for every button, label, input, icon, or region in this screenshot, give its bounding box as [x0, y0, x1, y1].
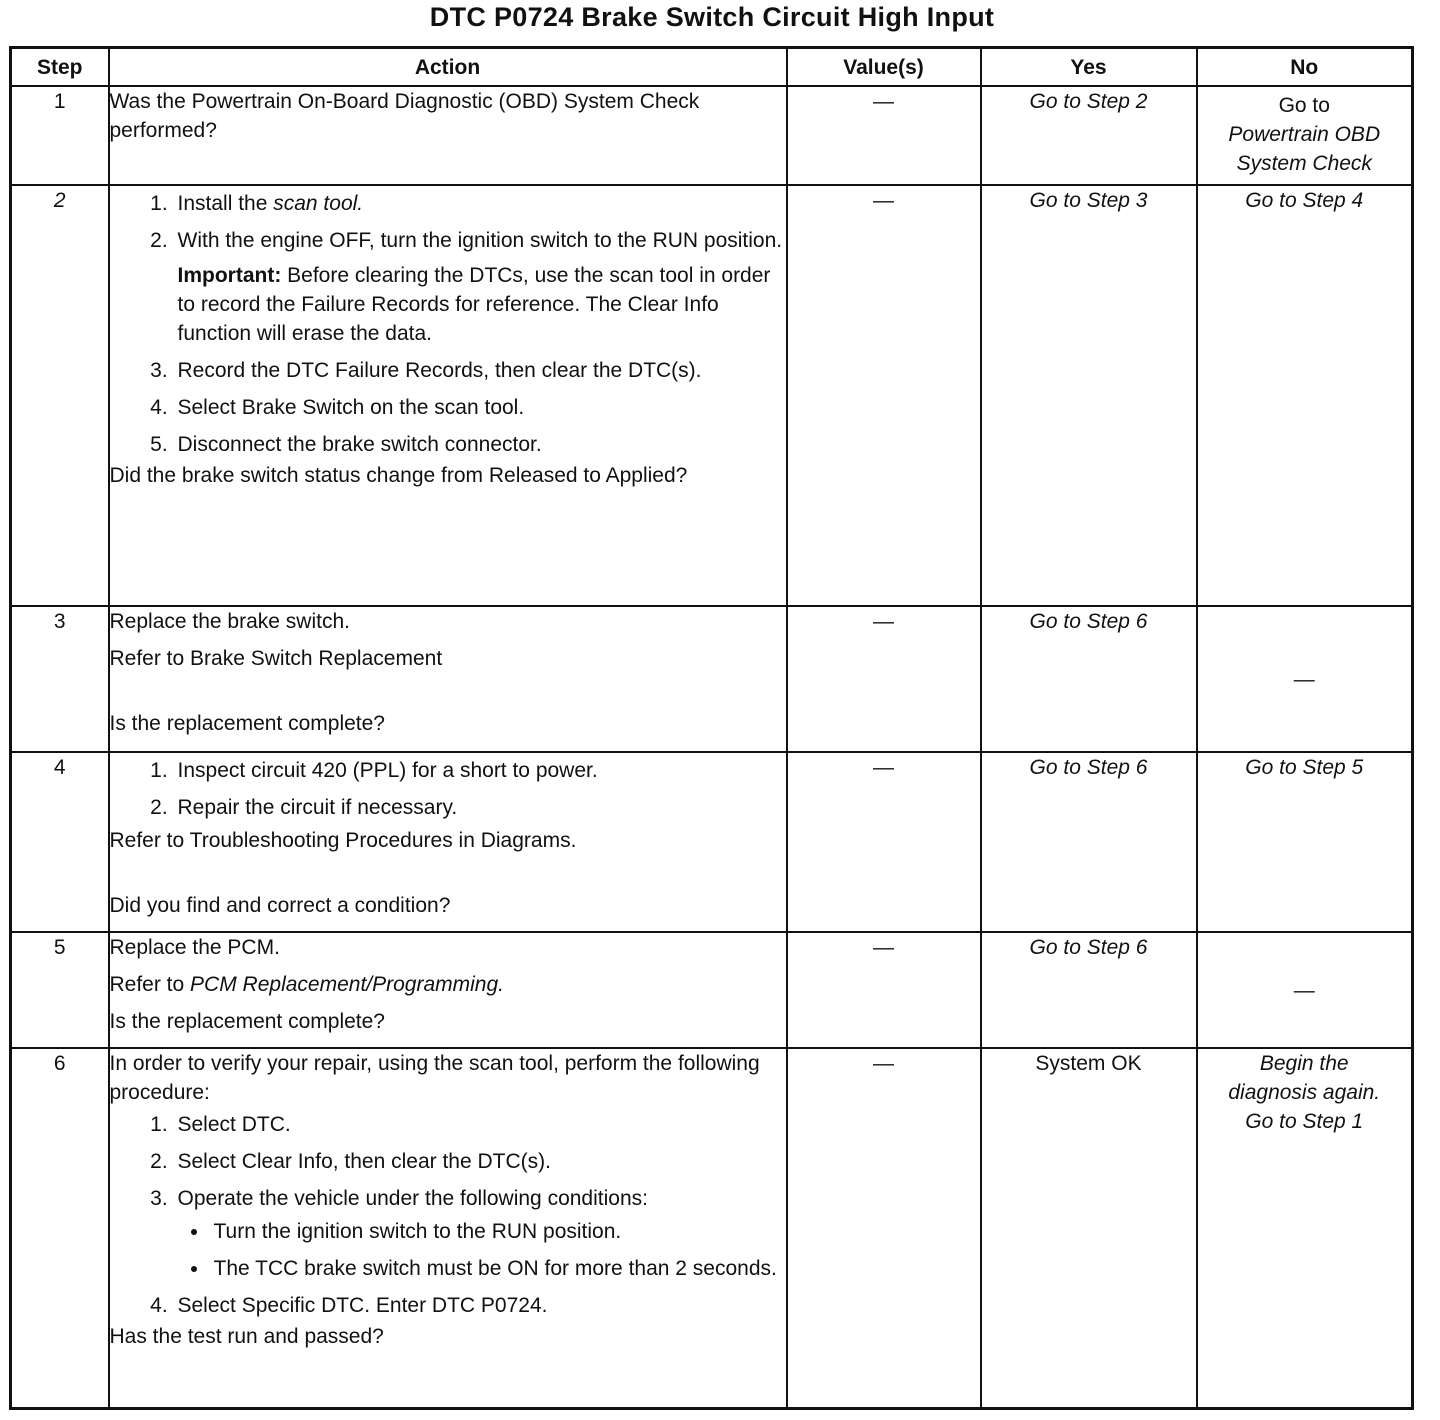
action-question: Is the replacement complete? — [109, 1010, 385, 1033]
table-row — [11, 1048, 1413, 1408]
yes-cell: Go to Step 2 — [981, 86, 1197, 185]
table-row — [11, 752, 1413, 932]
action-question: Is the replacement complete? — [109, 712, 385, 735]
list-item: 4. Select Specific DTC. Enter DTC P0724. — [174, 1291, 786, 1320]
action-text: In order to verify your repair, using the scan tool, perform the following procedure: — [109, 1052, 760, 1104]
value-cell: — — [787, 752, 981, 932]
value-cell: — — [787, 606, 981, 752]
list-item: 2. With the engine OFF, turn the ignition switch to the RUN position. Important: Before clearing the DTCs, use the scan tool in order to record the Failure Records for reference. The Clear Info function will erase the data. — [174, 226, 786, 348]
action-question: Has the test run and passed? — [109, 1325, 384, 1348]
list-item: 1. Install the scan tool. — [174, 189, 786, 218]
no-line: Go to — [1278, 94, 1330, 117]
no-cell — [1197, 86, 1413, 185]
action-steps — [110, 1110, 786, 1320]
action-question: Did the brake switch status change from Released to Applied? — [109, 464, 688, 487]
important-note: Important: Before clearing the DTCs, use the scan tool in order to record the Failure Records for reference. The Clear Info function will erase the data. — [177, 264, 771, 345]
value-cell: — — [787, 932, 981, 1048]
list-item: 3. Operate the vehicle under the following conditions: • Turn the ignition switch to the RUN position. • The TCC brake switch must be ON for more than 2 seconds. — [174, 1184, 786, 1283]
action-cell — [109, 752, 787, 932]
action-steps — [110, 756, 786, 822]
action-cell — [109, 1048, 787, 1408]
step-number: 5 — [11, 932, 109, 1048]
condition-list — [178, 1217, 786, 1283]
yes-cell: Go to Step 6 — [981, 752, 1197, 932]
diagnostic-table — [9, 46, 1414, 1410]
no-line: Go to Step 1 — [1245, 1110, 1364, 1133]
yes-cell: Go to Step 3 — [981, 185, 1197, 606]
value-cell: — — [787, 86, 981, 185]
table-row — [11, 86, 1413, 185]
table-row — [11, 932, 1413, 1048]
list-item: 1. Select DTC. — [174, 1110, 786, 1139]
no-cell: — — [1197, 606, 1413, 752]
list-item: • The TCC brake switch must be ON for more than 2 seconds. — [210, 1254, 786, 1283]
no-cell: Go to Step 5 — [1197, 752, 1413, 932]
action-cell — [109, 185, 787, 606]
step-number: 1 — [11, 86, 109, 185]
list-item: 2. Repair the circuit if necessary. — [174, 793, 786, 822]
list-item: 1. Inspect circuit 420 (PPL) for a short to power. — [174, 756, 786, 785]
action-steps — [110, 189, 786, 459]
action-question: Did you find and correct a condition? — [109, 894, 451, 917]
list-item: • Turn the ignition switch to the RUN position. — [210, 1217, 786, 1246]
action-cell — [109, 86, 787, 185]
action-text: Refer to Brake Switch Replacement — [109, 647, 443, 670]
table-row — [11, 606, 1413, 752]
action-cell — [109, 606, 787, 752]
step-number: 2 — [11, 185, 109, 606]
step-number: 3 — [11, 606, 109, 752]
no-line: Begin the — [1259, 1052, 1349, 1075]
no-cell: Go to Step 4 — [1197, 185, 1413, 606]
header-row — [11, 48, 1413, 87]
list-item: 3. Record the DTC Failure Records, then clear the DTC(s). — [174, 356, 786, 385]
no-line: System Check — [1236, 152, 1372, 175]
header-no: No — [1197, 48, 1413, 87]
action-cell — [109, 932, 787, 1048]
no-line: diagnosis again. — [1228, 1081, 1381, 1104]
table-row — [11, 185, 1413, 606]
yes-cell: System OK — [981, 1048, 1197, 1408]
no-cell — [1197, 1048, 1413, 1408]
action-text: Replace the PCM. — [109, 936, 280, 959]
no-cell: — — [1197, 932, 1413, 1048]
yes-cell: Go to Step 6 — [981, 932, 1197, 1048]
header-step: Step — [11, 48, 109, 87]
header-yes: Yes — [981, 48, 1197, 87]
value-cell: — — [787, 1048, 981, 1408]
yes-cell: Go to Step 6 — [981, 606, 1197, 752]
header-values: Value(s) — [787, 48, 981, 87]
value-cell: — — [787, 185, 981, 606]
action-text: Refer to Troubleshooting Procedures in Diagrams. — [109, 829, 577, 852]
step-number: 6 — [11, 1048, 109, 1408]
action-text: Replace the brake switch. — [109, 610, 350, 633]
list-item: 5. Disconnect the brake switch connector. — [174, 430, 786, 459]
page-title: DTC P0724 Brake Switch Circuit High Input — [429, 2, 995, 32]
list-item: 4. Select Brake Switch on the scan tool. — [174, 393, 786, 422]
action-text: Refer to PCM Replacement/Programming. — [109, 973, 504, 996]
action-question: Was the Powertrain On-Board Diagnostic (OBD) System Check performed? — [109, 90, 700, 142]
step-number: 4 — [11, 752, 109, 932]
list-item: 2. Select Clear Info, then clear the DTC(s). — [174, 1147, 786, 1176]
header-action: Action — [109, 48, 787, 87]
no-line: Powertrain OBD — [1228, 123, 1381, 146]
